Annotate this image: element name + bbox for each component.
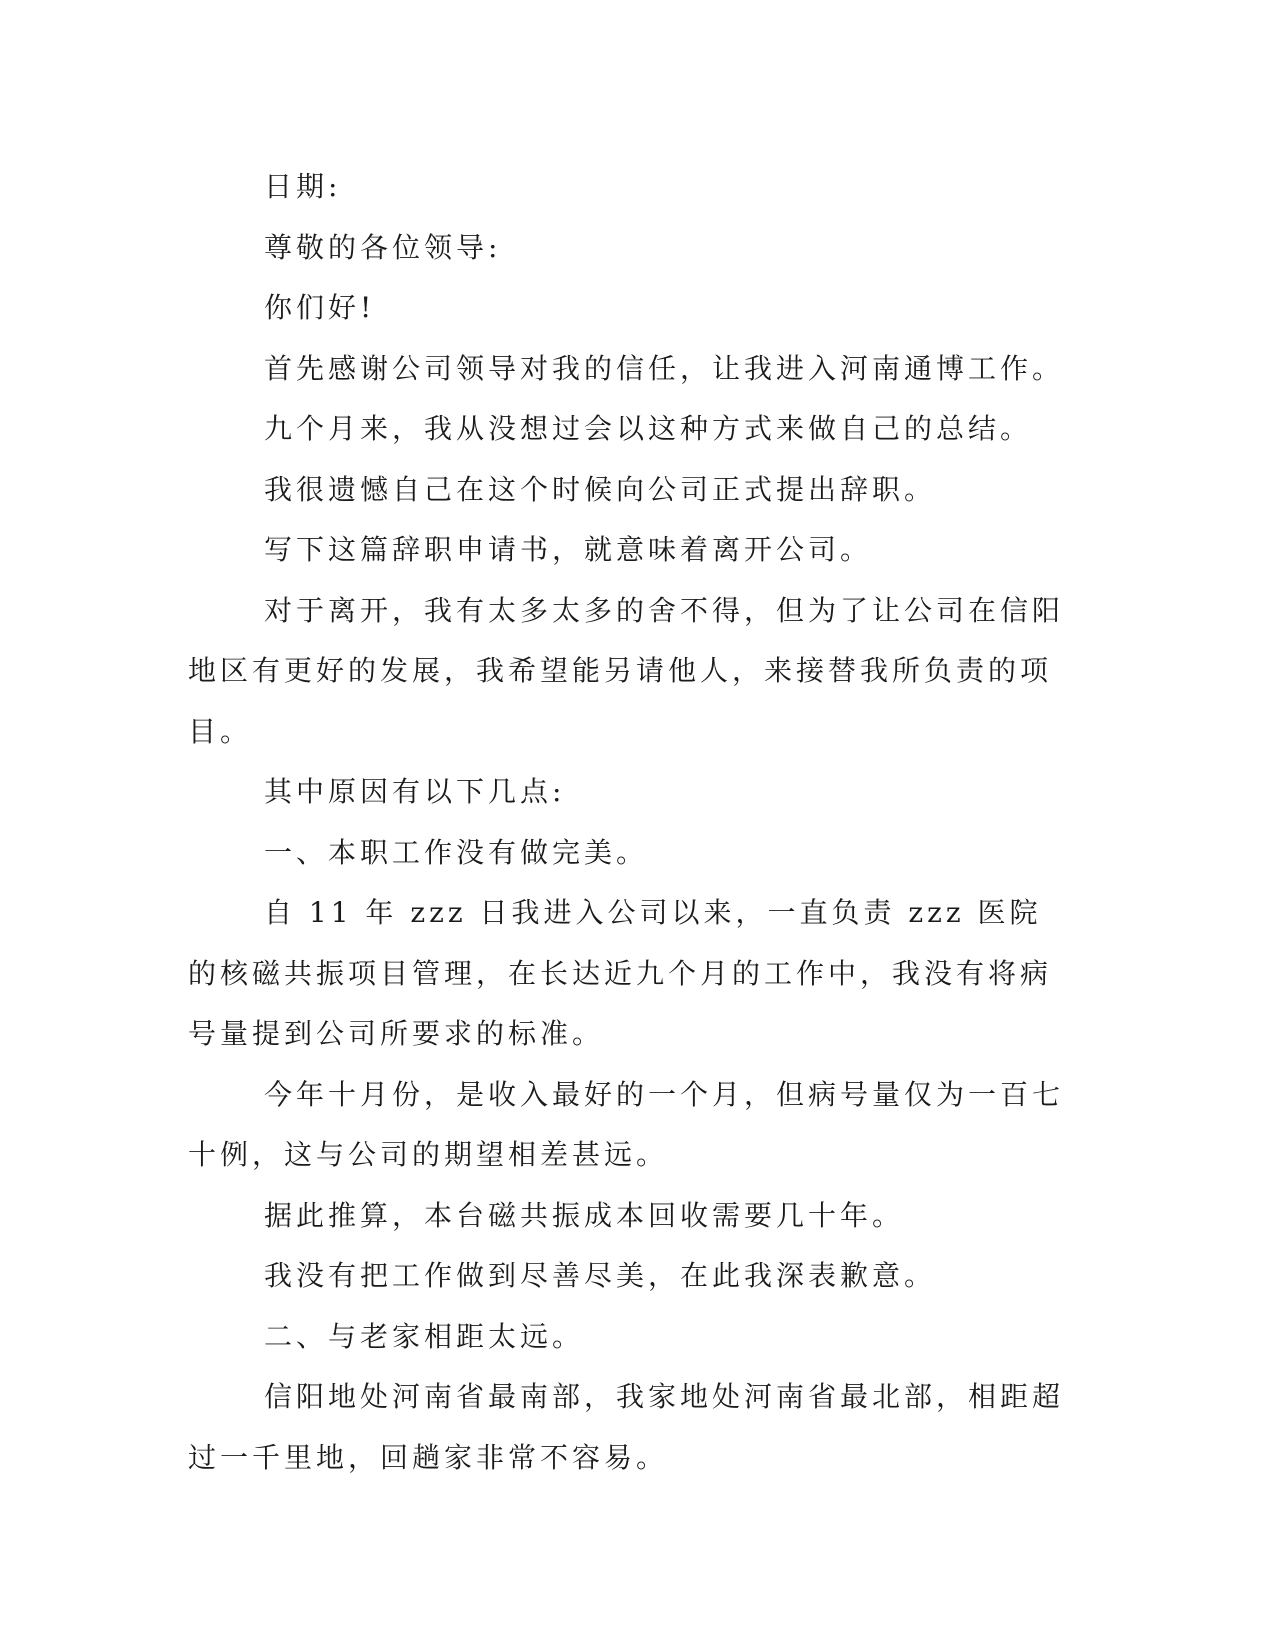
paragraph-leaving: 写下这篇辞职申请书，就意味着离开公司。 xyxy=(264,533,873,566)
paragraph-reluctance: 对于离开，我有太多太多的舍不得，但为了让公司在信阳地区有更好的发展，我希望能另请他人，来接替我所负责的项目。 xyxy=(188,593,1065,748)
paragraph-apology: 我没有把工作做到尽善尽美，在此我深表歉意。 xyxy=(264,1259,937,1292)
reason-two-heading: 二、与老家相距太远。 xyxy=(264,1319,585,1353)
paragraph-thanks: 首先感谢公司领导对我的信任，让我进入河南通博工作。 xyxy=(264,351,1065,385)
paragraph-resignation: 我很遗憾自己在这个时候向公司正式提出辞职。 xyxy=(264,472,937,506)
greeting: 你们好! xyxy=(264,291,376,324)
paragraph-distance: 信阳地处河南省最南部，我家地处河南省最北部，相距超过一千里地，回趟家非常不容易。 xyxy=(188,1380,1065,1474)
paragraph-cost-recovery: 据此推算，本台磁共振成本回收需要几十年。 xyxy=(264,1198,905,1232)
paragraph-project: 自 11 年 zzz 日我进入公司以来，一直负责 zzz 医院的核磁共振项目管理，在长达近九个月的工作中，我没有将病号量提到公司所要求的标准。 xyxy=(188,896,1053,1050)
paragraph-reasons-intro: 其中原因有以下几点: xyxy=(264,775,566,808)
salutation: 尊敬的各位领导: xyxy=(264,230,502,264)
date-line: 日期: xyxy=(264,170,342,203)
paragraph-october: 今年十月份，是收入最好的一个月，但病号量仅为一百七十例，这与公司的期望相差甚远。 xyxy=(188,1077,1065,1171)
reason-one-heading: 一、本职工作没有做完美。 xyxy=(264,835,649,869)
paragraph-nine-months: 九个月来，我从没想过会以这种方式来做自己的总结。 xyxy=(264,412,1033,445)
letter-body xyxy=(188,157,1073,1488)
